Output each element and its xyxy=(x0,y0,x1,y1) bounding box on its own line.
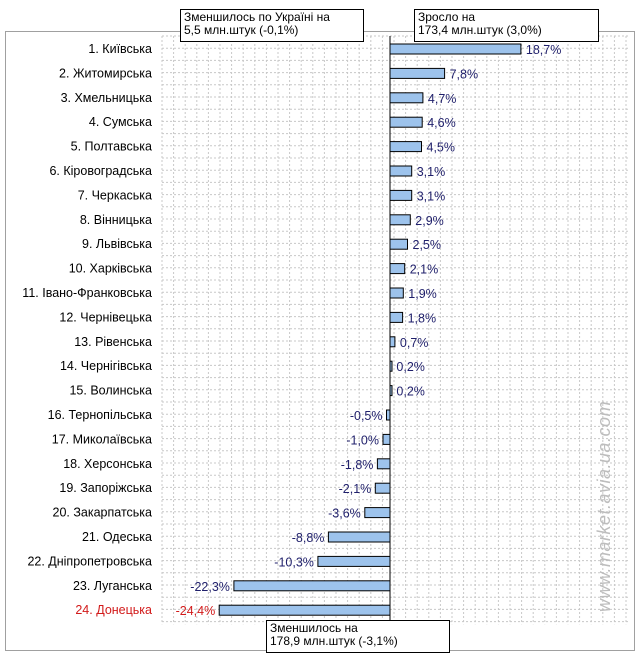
data-label: -22,3% xyxy=(190,579,230,594)
bar xyxy=(390,264,405,274)
data-label: -1,8% xyxy=(340,457,374,472)
bar xyxy=(219,605,390,615)
bar xyxy=(390,68,445,78)
category-label: 6. Кіровоградська xyxy=(49,164,152,178)
data-label: -24,4% xyxy=(175,604,216,619)
category-label: 13. Рівенська xyxy=(74,334,152,349)
data-label: 7,8% xyxy=(449,67,479,82)
category-label: 14. Чернігівська xyxy=(59,359,152,374)
category-label: 9. Львівська xyxy=(82,237,152,252)
data-label: 1,8% xyxy=(407,311,437,326)
bar xyxy=(318,556,390,566)
data-label: 4,5% xyxy=(426,140,455,155)
category-label: 4. Сумська xyxy=(88,115,152,130)
category-label: 17. Миколаївська xyxy=(51,432,152,447)
category-label: 16. Тернопільська xyxy=(47,408,152,422)
bar xyxy=(390,337,395,347)
bar xyxy=(390,215,410,225)
data-label: -3,6% xyxy=(328,506,361,521)
data-label: 18,7% xyxy=(525,43,562,57)
bar xyxy=(390,44,521,54)
category-label: 24. Донецька xyxy=(75,603,152,618)
callout-decrease: Зменшилось на 178,9 млн.штук (-3,1%) xyxy=(266,620,450,653)
bar xyxy=(390,288,403,298)
bar xyxy=(387,410,391,420)
category-label: 7. Черкаська xyxy=(77,188,152,203)
category-label: 11. Івано-Франковська xyxy=(22,286,152,300)
category-label: 3. Хмельницька xyxy=(60,90,152,105)
bar xyxy=(365,508,390,518)
data-label: 2,5% xyxy=(412,238,441,253)
category-label: 15. Волинська xyxy=(69,383,152,398)
category-label: 2. Житомирська xyxy=(59,66,152,81)
data-label: 4,6% xyxy=(427,116,456,131)
category-label: 12. Чернівецька xyxy=(59,310,152,325)
data-label: 2,1% xyxy=(409,262,439,277)
data-label: 4,7% xyxy=(427,91,457,106)
bar xyxy=(383,434,390,444)
callout-increase: Зросло на 173,4 млн.штук (3,0%) xyxy=(414,9,599,42)
bar xyxy=(390,166,412,176)
data-label: 0,2% xyxy=(396,384,425,399)
category-label: 23. Луганська xyxy=(72,578,152,593)
bar xyxy=(390,93,423,103)
category-label: 22. Дніпропетровська xyxy=(27,554,152,569)
bar xyxy=(390,142,422,152)
data-label: -0,5% xyxy=(349,409,383,423)
data-label: -2,1% xyxy=(338,482,372,497)
bar xyxy=(375,483,390,493)
data-label: 2,9% xyxy=(415,213,444,228)
bar xyxy=(390,190,412,200)
category-label: 21. Одеська xyxy=(81,530,152,544)
data-label: -8,8% xyxy=(291,531,325,545)
data-label: 3,1% xyxy=(416,189,446,204)
category-label: 10. Харківська xyxy=(68,261,152,276)
bar xyxy=(234,581,390,591)
data-label: 1,9% xyxy=(408,287,437,301)
category-label: 5. Полтавська xyxy=(70,139,152,154)
data-label: -10,3% xyxy=(274,555,314,570)
bar xyxy=(390,117,422,127)
watermark-text: www.market.avia.ua.com xyxy=(594,400,614,612)
category-label: 20. Закарпатська xyxy=(52,505,152,520)
category-label: 8. Вінницька xyxy=(79,212,152,227)
bar xyxy=(390,239,408,249)
data-label: 0,7% xyxy=(399,335,429,350)
data-label: 3,1% xyxy=(416,165,446,179)
bar xyxy=(390,312,403,322)
category-label: 1. Київська xyxy=(88,42,152,56)
category-label: 18. Херсонська xyxy=(63,456,152,471)
data-label: 0,2% xyxy=(396,360,425,375)
data-label: -1,0% xyxy=(346,433,379,448)
bar xyxy=(377,459,390,469)
bar xyxy=(328,532,390,542)
callout-ukraine-total: Зменшилось по Україні на 5,5 млн.штук (-0,1%) xyxy=(180,9,364,42)
category-label: 19. Запоріжська xyxy=(59,481,152,496)
